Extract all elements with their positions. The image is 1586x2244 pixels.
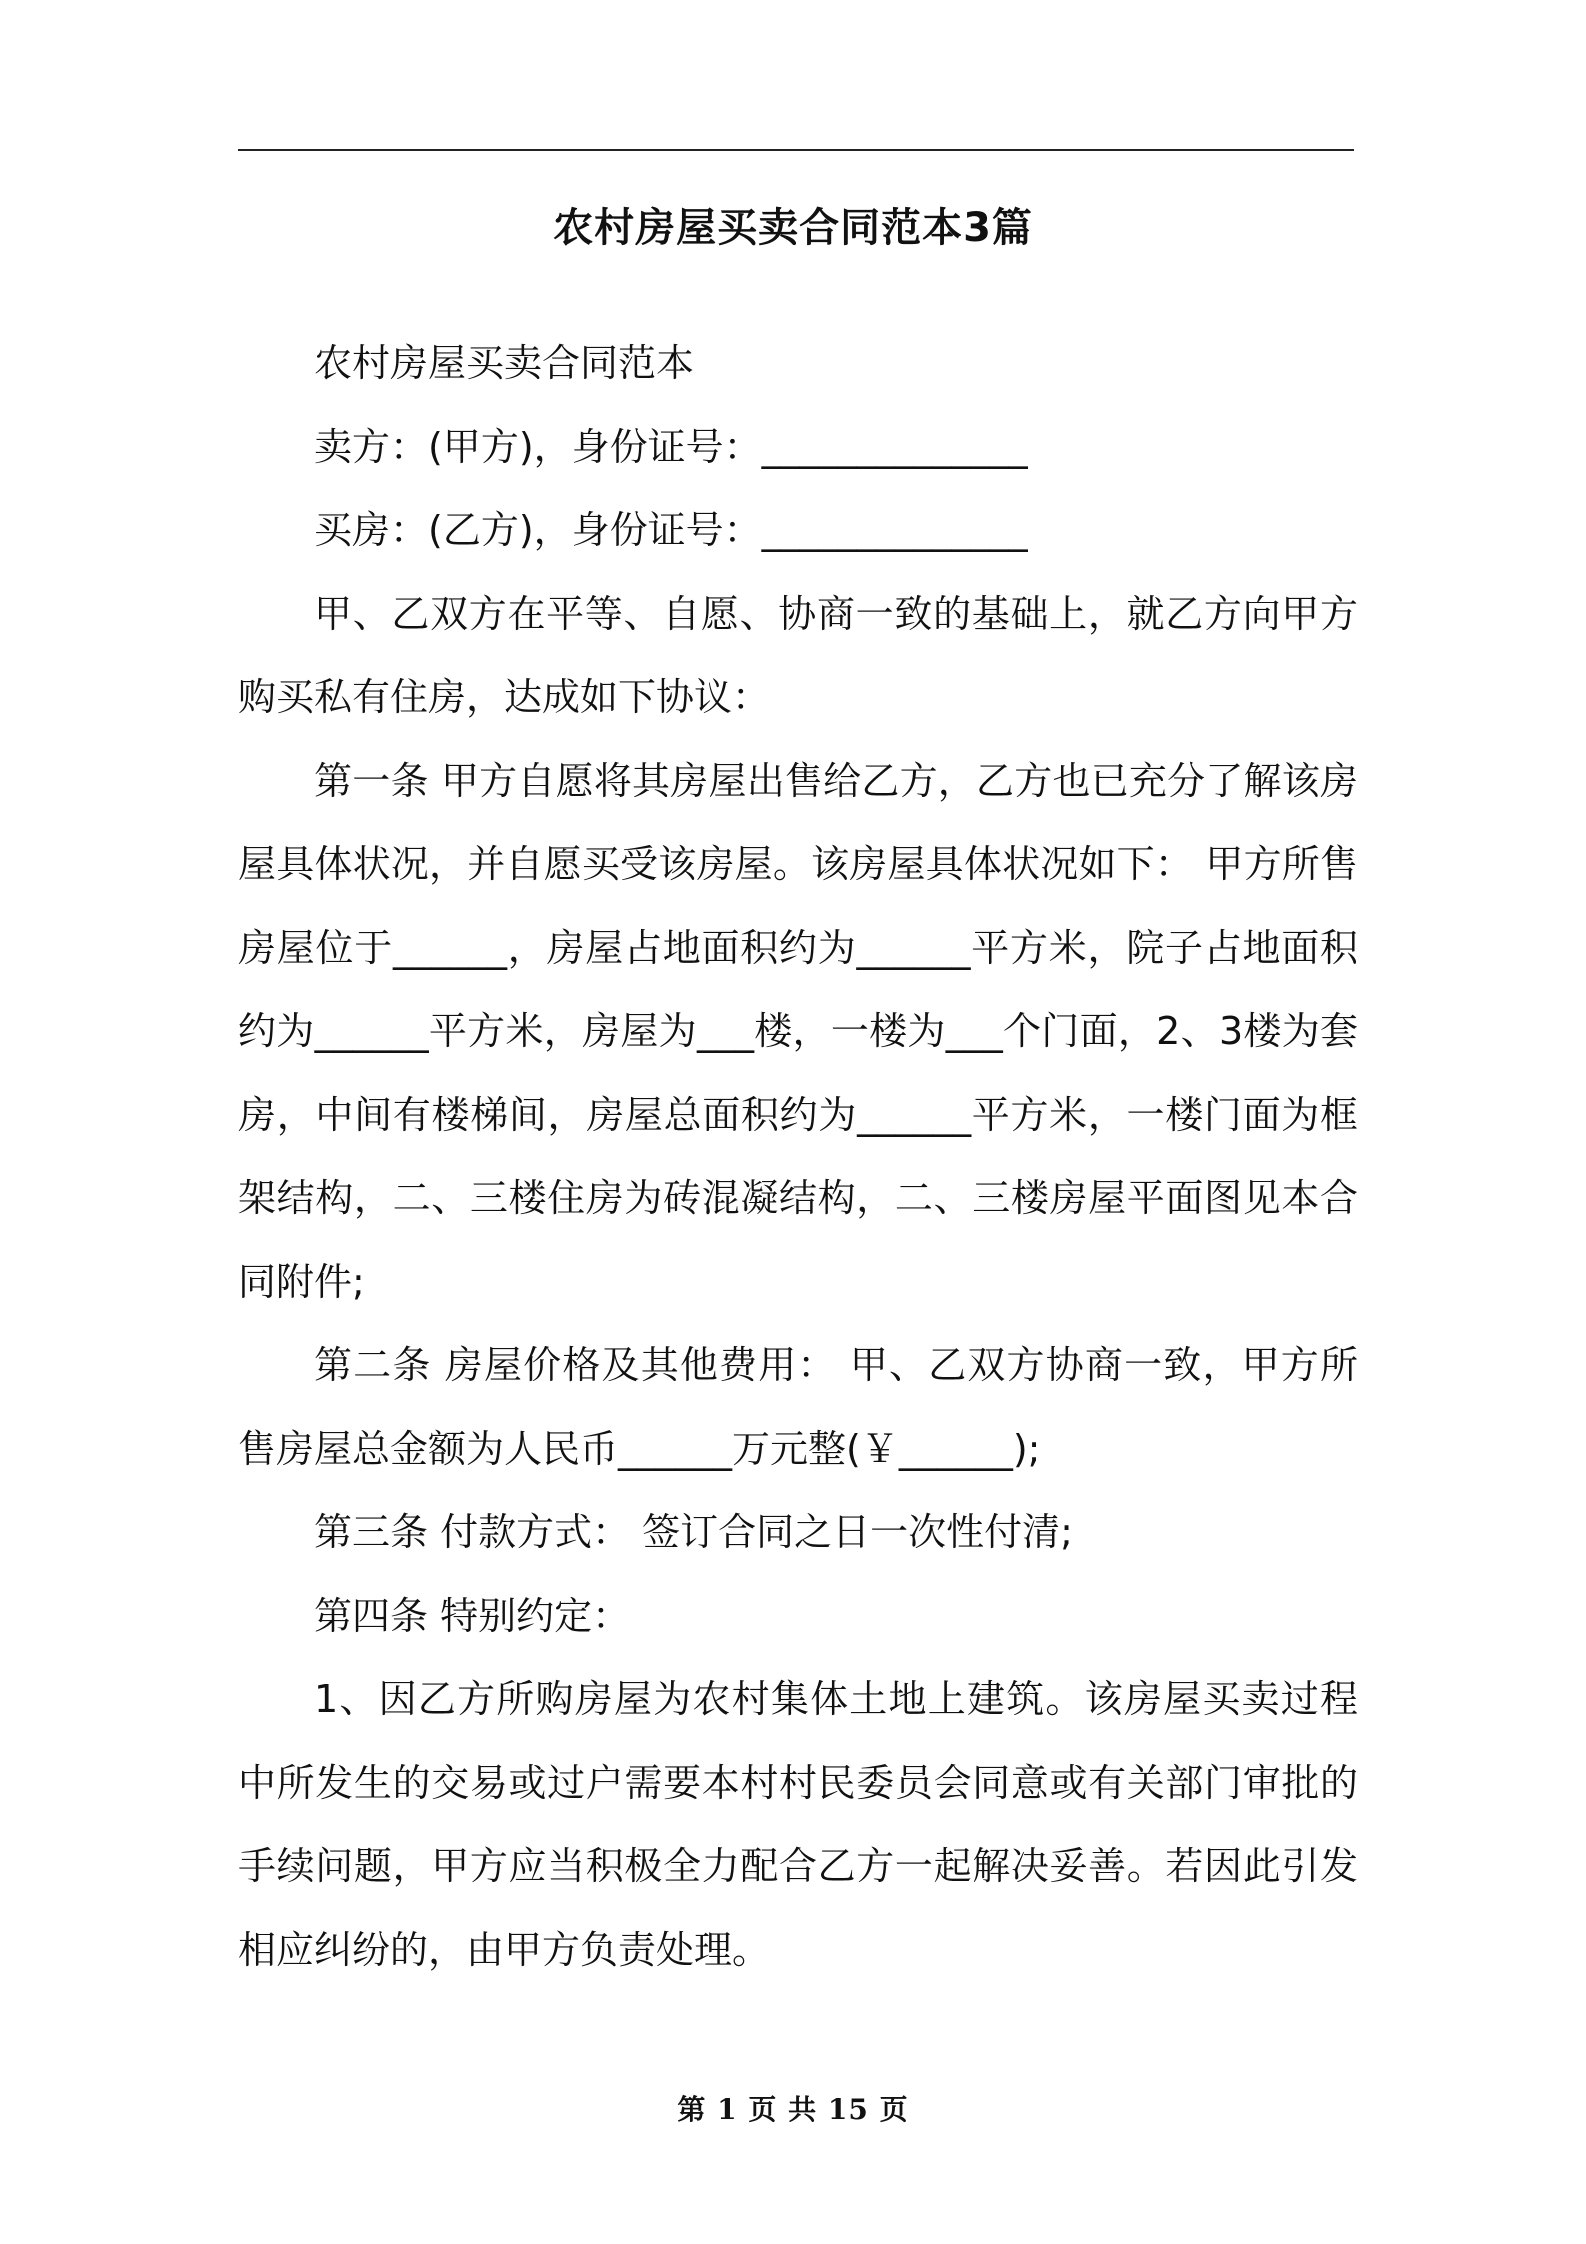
paragraph-article-4: 第四条 特别约定： [314,1593,631,1638]
paragraph-article-1: 第一条 甲方自愿将其房屋出售给乙方，乙方也已充分了解该房屋具体状况，并自愿买受该房屋。该房屋具体状况如下： 甲方所售房屋位于______，房屋占地面积约为______平方米，院子占地面积约为______平方米，房屋为___楼，一楼为___个门面，2、3楼为套房，中间有楼梯间，房屋总面积约为______平方米，一楼门面为框架结构，二、三楼住房为砖混凝结构，二、三楼房屋平面图见本合同附件; [238,758,1358,1304]
paragraph-seller: 卖方：(甲方)，身份证号：______________ [314,424,1028,469]
paragraph-subtitle: 农村房屋买卖合同范本 [314,341,695,385]
document-body [238,322,1358,1992]
paragraph-article-3: 第三条 付款方式： 签订合同之日一次性付清; [314,1510,1073,1554]
page-number: 第 1 页 共 15 页 [677,2093,909,2126]
paragraph-article-2: 第二条 房屋价格及其他费用： 甲、乙双方协商一致，甲方所售房屋总金额为人民币______万元整(￥______); [238,1343,1358,1471]
paragraph-clause-1: 1、因乙方所购房屋为农村集体土地上建筑。该房屋买卖过程中所发生的交易或过户需要本村村民委员会同意或有关部门审批的手续问题，甲方应当积极全力配合乙方一起解决妥善。若因此引发相应纠纷的，由甲方负责处理。 [238,1677,1358,1972]
paragraph-preamble: 甲、乙双方在平等、自愿、协商一致的基础上，就乙方向甲方购买私有住房，达成如下协议： [238,591,1358,719]
document-title: 农村房屋买卖合同范本3篇 [553,205,1033,251]
header-rule [238,149,1354,151]
paragraph-buyer: 买房：(乙方)，身份证号：______________ [314,508,1028,552]
